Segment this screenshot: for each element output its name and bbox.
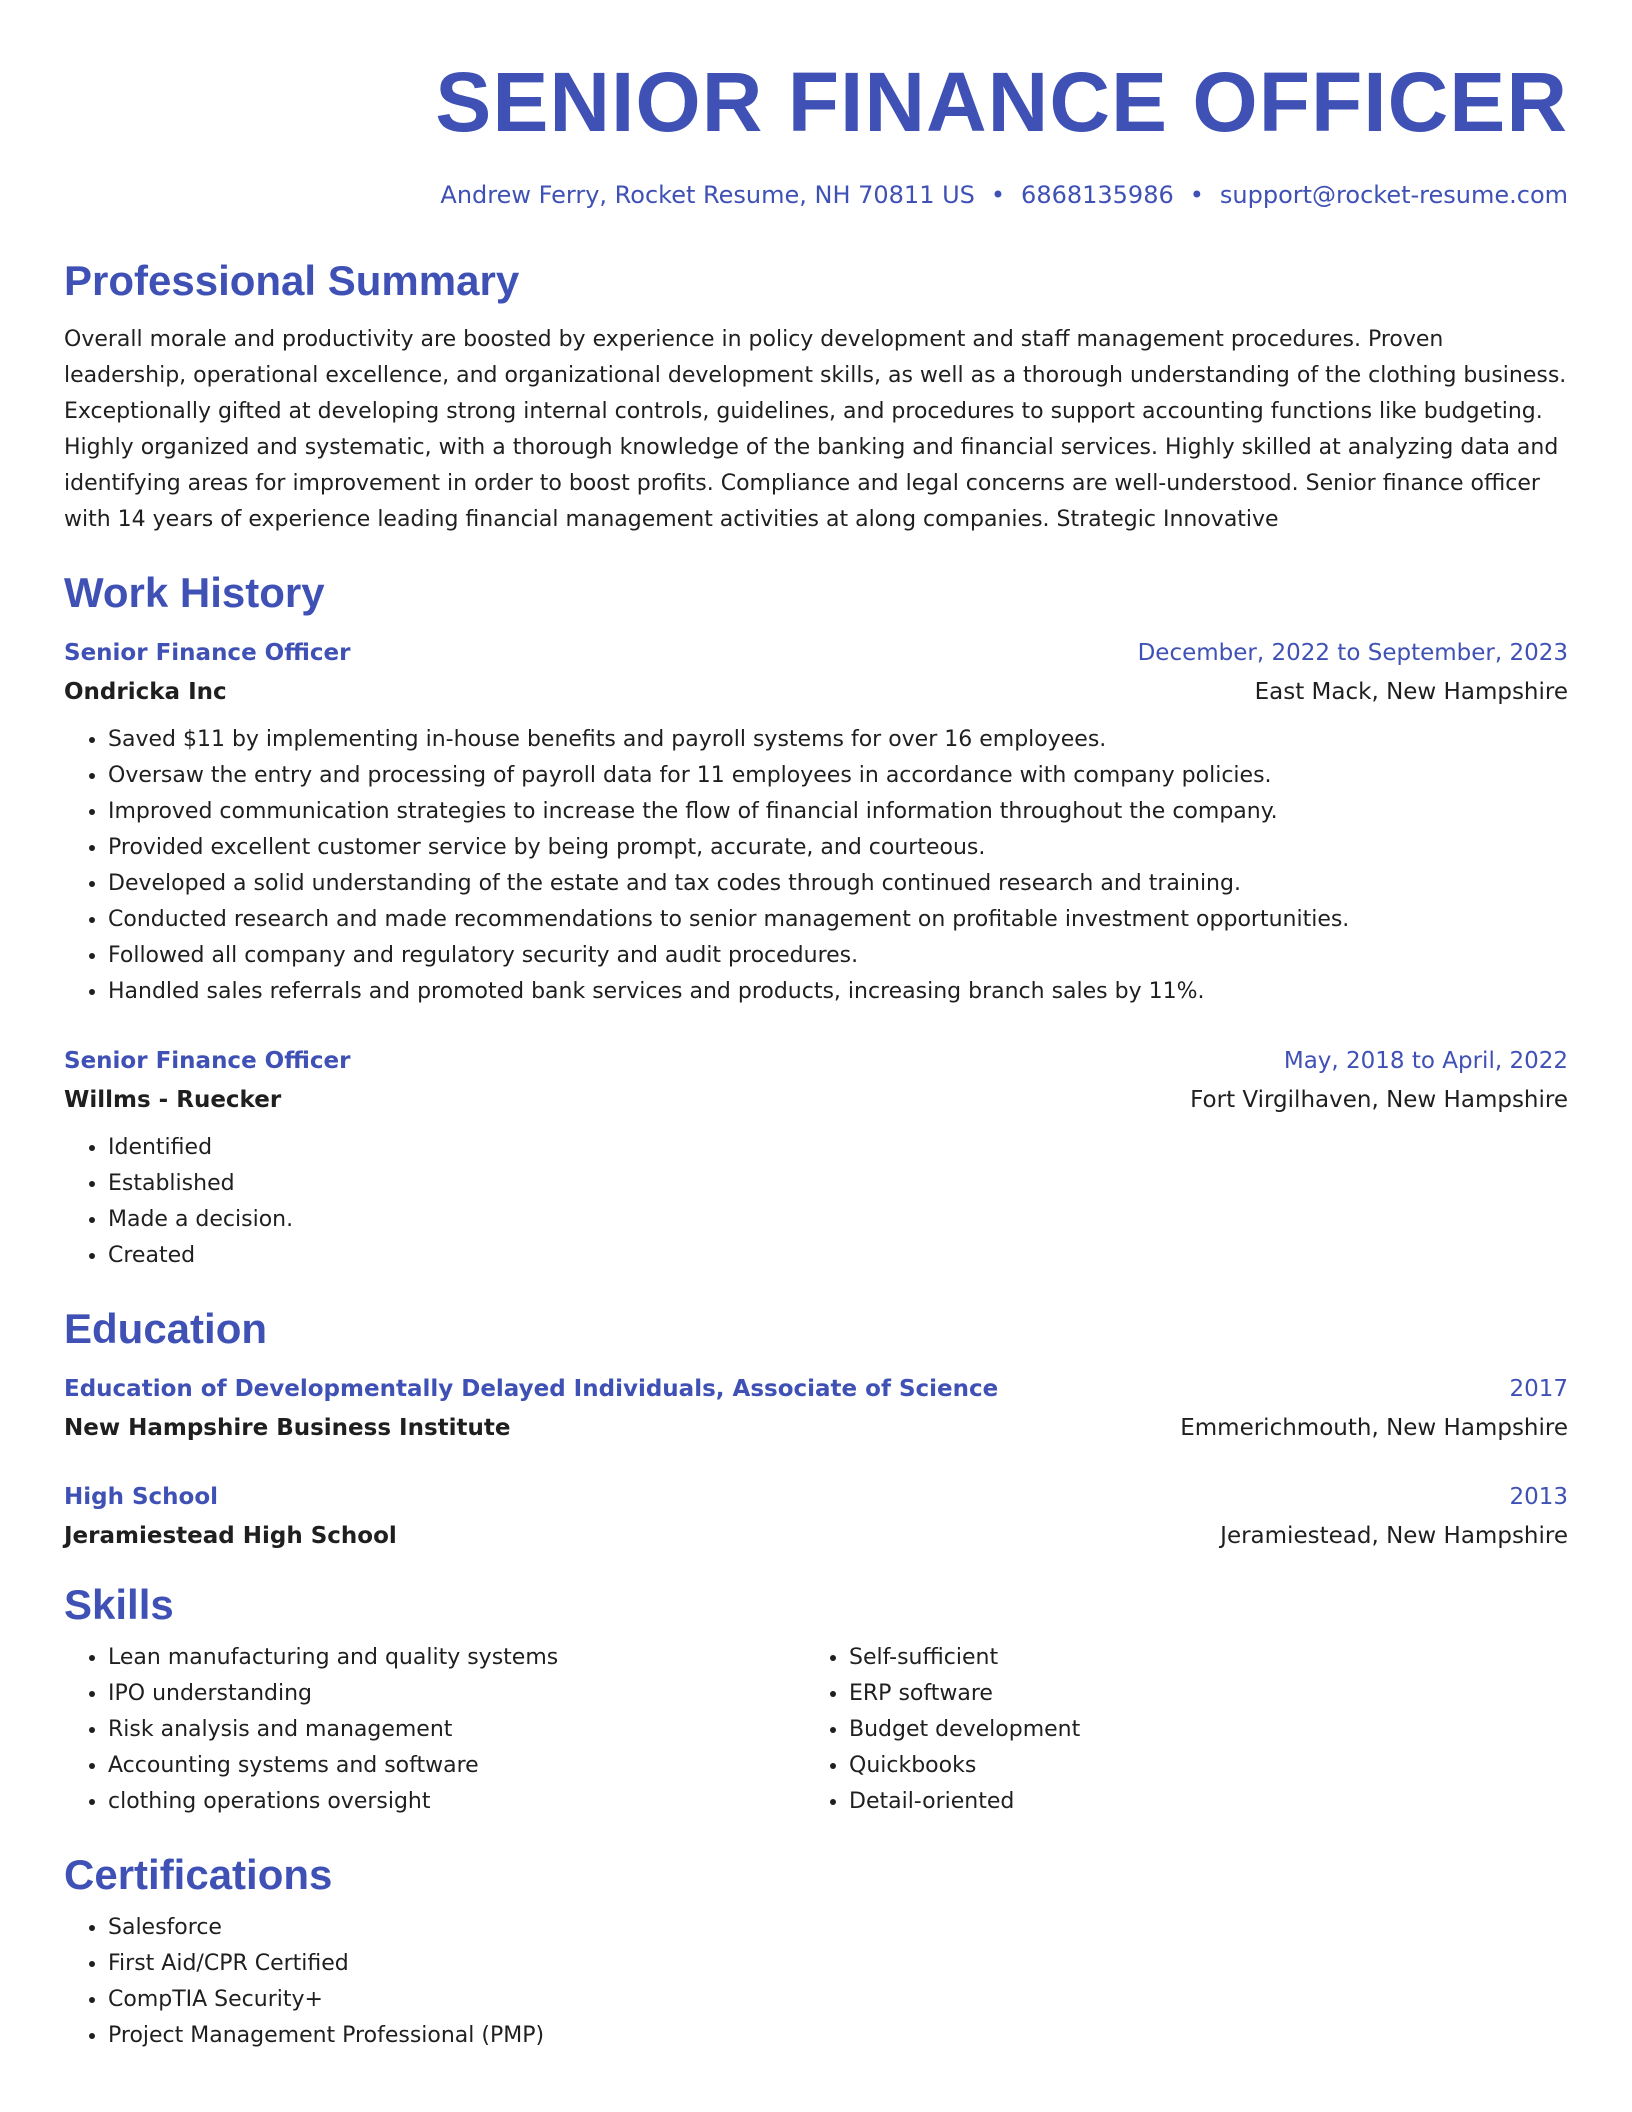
certifications-heading: Certifications [64,1851,333,1898]
education-heading: Education [64,1305,268,1352]
job-company-row [64,1080,1568,1120]
contact-line [64,180,1568,210]
job-entry [64,1042,1568,1274]
contact-separator: • [1189,181,1204,209]
summary-heading: Professional Summary [64,257,520,304]
summary-text: Overall morale and productivity are boosted by experience in policy development and staff management procedures. Proven leadership, operational excellence, and organizational development skills, as well as a thorough understanding of the clothing business. Exceptionally gifted at developing strong internal controls, guidelines, and procedures to support accounting functions like budgeting. Highly organized and systematic, with a thorough knowledge of the banking and financial services. Highly skilled at analyzing data and identifying areas for improvement in order to boost profits. Compliance and legal concerns are well-understood. Senior finance officer with 14 years of experience leading financial management activities at along companies. Strategic Innovative [64,327,1567,532]
job-bullet: • Provided excellent customer service by being prompt, accurate, and courteous. [108,830,1568,866]
education-school-row [64,1516,1568,1556]
job-entry [64,634,1568,1010]
certification-item: • First Aid/CPR Certified [108,1946,1568,1982]
skill-item: • IPO understanding [108,1676,805,1712]
skills-list [805,1640,1546,1820]
skill-item: • ERP software [849,1676,1546,1712]
skills-column-left [64,1640,805,1820]
job-title: Senior Finance Officer [64,1048,351,1074]
job-dates: May, 2018 to April, 2022 [1283,1048,1568,1074]
certification-item: • Project Management Professional (PMP) [108,2018,1568,2054]
education-degree: High School [64,1484,219,1510]
skill-item: • Detail-oriented [849,1784,1546,1820]
education-entry [64,1478,1568,1556]
education-header-row [64,1370,1568,1408]
contact-address: Andrew Ferry, Rocket Resume, NH 70811 US [440,181,975,209]
skills-heading: Skills [64,1581,174,1628]
skills-grid [64,1640,1568,1820]
job-company-row [64,672,1568,712]
skill-item: • Accounting systems and software [108,1748,805,1784]
education-year: 2013 [1509,1484,1568,1510]
job-bullet: • Created [108,1238,1568,1274]
job-location: East Mack, New Hampshire [1254,679,1568,705]
certifications-list [64,1910,1568,2054]
job-bullet: • Improved communication strategies to increase the flow of financial information throughout the company. [108,794,1568,830]
job-bullet: • Oversaw the entry and processing of payroll data for 11 employees in accordance with company policies. [108,758,1568,794]
job-header-row [64,1042,1568,1080]
job-bullet: • Conducted research and made recommendations to senior management on profitable investment opportunities. [108,902,1568,938]
education-entry [64,1370,1568,1448]
job-dates: December, 2022 to September, 2023 [1137,640,1568,666]
education-location: Emmerichmouth, New Hampshire [1180,1415,1568,1441]
job-bullet: • Handled sales referrals and promoted bank services and products, increasing branch sales by 11%. [108,974,1568,1010]
job-company: Ondricka Inc [64,679,227,705]
job-bullet: • Followed all company and regulatory security and audit procedures. [108,938,1568,974]
certification-item: • CompTIA Security+ [108,1982,1568,2018]
skill-item: • Risk analysis and management [108,1712,805,1748]
education-school: Jeramiestead High School [64,1523,397,1549]
skill-item: • clothing operations oversight [108,1784,805,1820]
work-history-heading: Work History [64,569,325,616]
education-degree: Education of Developmentally Delayed Individuals, Associate of Science [64,1376,999,1402]
contact-separator: • [990,181,1006,209]
education-school-row [64,1408,1568,1448]
contact-email: support@rocket-resume.com [1219,181,1568,209]
education-location: Jeramiestead, New Hampshire [1220,1523,1568,1549]
job-header-row [64,634,1568,672]
skill-item: • Quickbooks [849,1748,1546,1784]
job-bullet: • Identified [108,1130,1568,1166]
skill-item: • Self-sufficient [849,1640,1546,1676]
job-bullet-list [64,722,1568,1010]
job-company: Willms - Ruecker [64,1087,282,1113]
education-school: New Hampshire Business Institute [64,1415,511,1441]
skills-column-right [805,1640,1546,1820]
skills-list [64,1640,805,1820]
education-header-row [64,1478,1568,1516]
job-title: Senior Finance Officer [64,640,351,666]
education-year: 2017 [1509,1376,1568,1402]
skill-item: • Lean manufacturing and quality systems [108,1640,805,1676]
job-bullet: • Saved $11 by implementing in-house benefits and payroll systems for over 16 employees. [108,722,1568,758]
job-location: Fort Virgilhaven, New Hampshire [1190,1087,1568,1113]
contact-phone: 6868135986 [1021,181,1174,209]
certification-item: • Salesforce [108,1910,1568,1946]
skill-item: • Budget development [849,1712,1546,1748]
job-bullet: • Developed a solid understanding of the estate and tax codes through continued research and training. [108,866,1568,902]
job-bullet-list [64,1130,1568,1274]
job-bullet: • Made a decision. [108,1202,1568,1238]
job-bullet: • Established [108,1166,1568,1202]
resume-title: SENIOR FINANCE OFFICER [435,55,1568,149]
